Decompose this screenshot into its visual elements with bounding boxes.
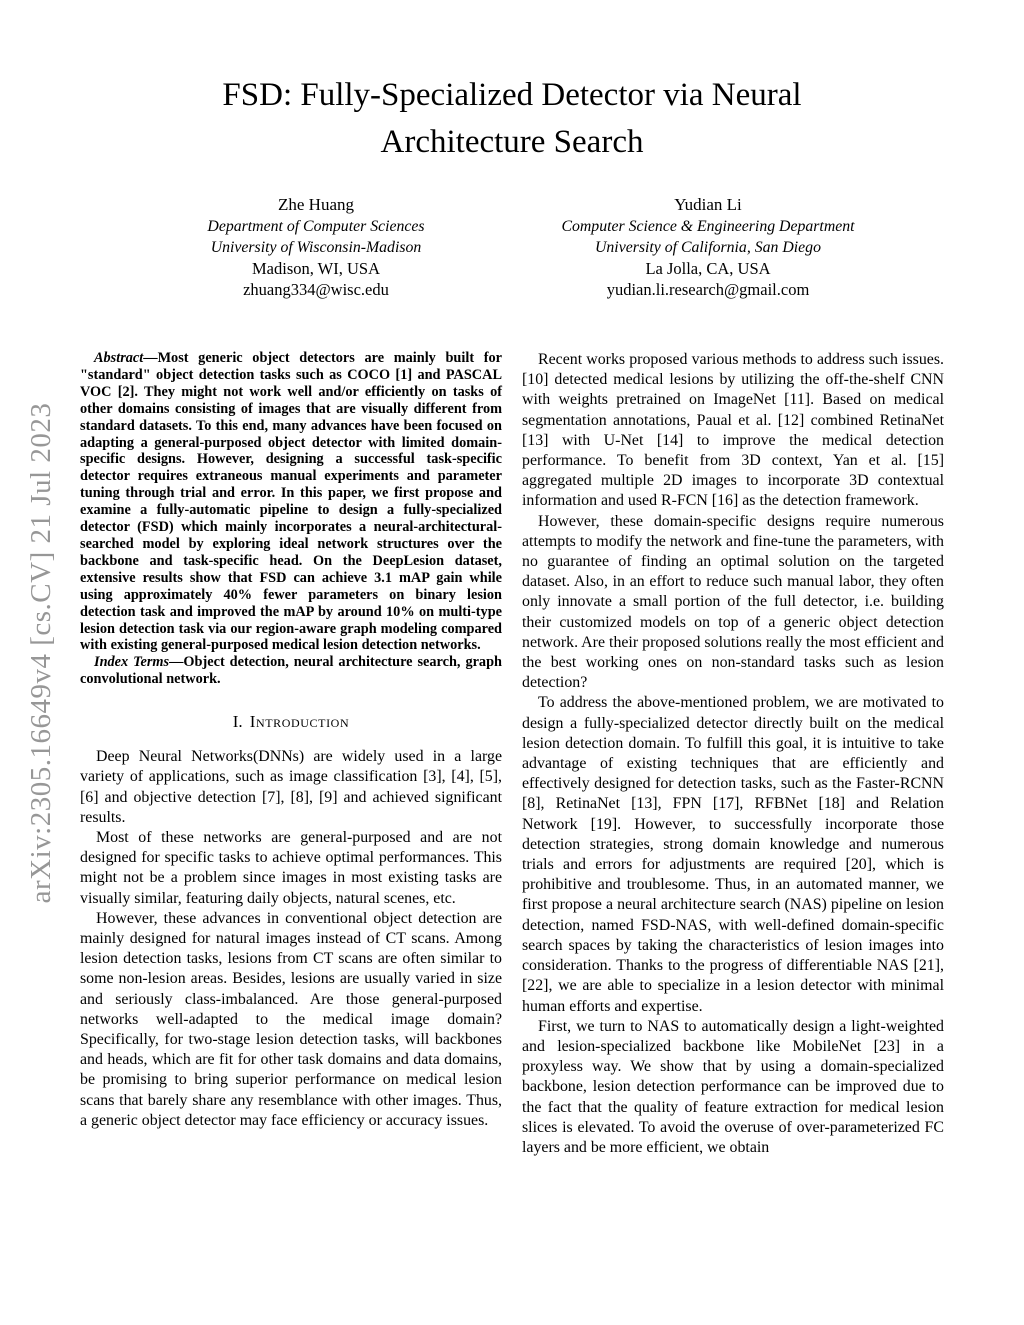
- index-terms-paragraph: [80, 654, 502, 688]
- index-terms-text: —Object detection, neural architecture search, graph convolutional network.: [80, 654, 502, 688]
- section-number: I.: [232, 712, 243, 732]
- body-paragraph: However, these domain-specific designs require numerous attempts to modify the network and fine-tune the parameters, with no guarantee of finding an optimal solution on the targeted dataset. Also, in an effort to reduce such manual labor, they often only innovate a small portion of the full detector, i.e. building their customized models on top of a generic object detection network. Are their proposed solutions really the most efficient and the best working ones on non-standard tasks such as lesion detection?: [522, 512, 944, 692]
- abstract-text: —Most generic object detectors are mainly built for "standard" object detection tasks such as COCO [1] and PASCAL VOC [2]. They might not work well and/or efficiently on tasks of other domains consisting of images that are visually different from standard datasets. To this end, many advances have been focused on adapting a general-purposed object detector with limited domain-specific designs. However, designing a successful task-specific detector requires extraneous manual experiments and parameter tuning through trial and error. In this paper, we first propose and examine a fully-automatic pipeline to design a fully-specialized detector (FSD) which mainly incorporates a neural-architectural-searched model by exploring ideal network structures over the backbone and task-specific head. On the DeepLesion dataset, extensive results show that FSD can achieve 3.1 mAP gain while using approximately 40% fewer parameters on binary lesion detection task and improved the mAP by around 10% on multi-type lesion detection task via our region-aware graph modeling compared with existing general-purposed medical lesion detection networks.: [80, 350, 502, 654]
- author-department: Department of Computer Sciences: [207, 218, 425, 235]
- body-paragraph: Most of these networks are general-purposed and are not designed for specific tasks to achieve optimal performances. This might not be a problem since images in most existing tasks are visually similar, featuring daily objects, natural scenes, etc.: [80, 828, 502, 907]
- author-name: Zhe Huang: [277, 195, 354, 214]
- author-block-1: [120, 194, 512, 300]
- arxiv-watermark: arXiv:2305.16649v4 [cs.CV] 21 Jul 2023: [25, 402, 57, 904]
- author-block-2: [512, 194, 904, 300]
- author-location: Madison, WI, USA: [251, 259, 381, 278]
- authors-row: [120, 194, 904, 300]
- author-department: Computer Science & Engineering Department: [561, 218, 855, 235]
- section-title: Introduction: [249, 712, 350, 732]
- body-paragraph: Recent works proposed various methods to address such issues. [10] detected medical lesions by utilizing the off-the-shelf CNN with weights pretrained on ImageNet [11]. Based on medical segmentation annotations, Paual et al. [12] combined RetinaNet [13] with U-Net [14] to improve the medical detection performance. To benefit from 3D context, Yan et al. [15] aggregated multiple 2D images to incorporate 3D contextual information and used R-FCN [16] as the detection framework.: [522, 351, 944, 510]
- abstract-label: Abstract: [94, 350, 144, 366]
- body-paragraph: However, these advances in conventional object detection are mainly designed for natural images instead of CT scans. Among lesion detection tasks, lesions from CT scans are often similar to some non-lesion areas. Besides, lesions are usually varied in size and seriously class-imbalanced. Are those general-purposed networks well-adapted to the medical image domain? Specifically, for two-stage lesion detection tasks, will backbones and heads, which are fit for other task domains and data domains, be promising to bring superior performance on medical lesion scans that barely share any resemblance with other images. Thus, a generic object detector may face efficiency or accuracy issues.: [80, 909, 502, 1129]
- body-paragraph: To address the above-mentioned problem, we are motivated to design a fully-specialized detector directly built on the medical lesion detection domain. To fulfill this goal, it is intuitive to take advantage of existing techniques that are efficiently and effectively designed for detection tasks, such as the Faster-RCNN [8], RetinaNet [13], FPN [17], RFBNet [18] and Relation Network [19]. However, to successfully incorporate those detection strategies, strong domain knowledge and numerous trials and errors for adjustments are required [20], which is prohibitive and troublesome. Thus, in an automated manner, we first propose a neural architecture search (NAS) pipeline on lesion detection, named FSD-NAS, with well-defined domain-specific search spaces by taking the characteristics of lesion images into consideration. Thanks to the progress of differentiable NAS [21], [22], we are able to specialize in a lesion detector with minimal human efforts and expertise.: [522, 694, 944, 1015]
- right-column: [522, 350, 944, 1158]
- body-paragraph: First, we turn to NAS to automatically design a light-weighted and lesion-specialized backbone like MobileNet [23] in a proxyless way. We show that by using a domain-specialized backbone, lesion detection performance can be improved due to the fact that the quality of feature extraction for medical lesion slices is elevated. To avoid the overuse of over-parameterized FC layers and be more efficient, we obtain: [522, 1017, 944, 1156]
- paper-title: [0, 72, 1024, 166]
- author-university: University of Wisconsin-Madison: [210, 239, 422, 256]
- author-location: La Jolla, CA, USA: [645, 259, 771, 278]
- body-paragraph: Deep Neural Networks(DNNs) are widely used in a large variety of applications, such as image classification [3], [4], [5], [6] and objective detection [7], [8], [9] and achieved significant results.: [80, 748, 502, 826]
- abstract-paragraph: [80, 350, 502, 654]
- author-name: Yudian Li: [674, 195, 742, 214]
- two-column-body: [80, 350, 944, 1158]
- paper-title-line1: FSD: Fully-Specialized Detector via Neural: [222, 77, 802, 113]
- author-university: University of California, San Diego: [595, 239, 821, 256]
- author-email: yudian.li.research@gmail.com: [606, 280, 810, 299]
- paper-title-line2: Architecture Search: [380, 124, 644, 160]
- left-column: [80, 350, 502, 1158]
- section-heading-introduction: [80, 712, 502, 732]
- index-terms-label: Index Terms: [94, 654, 170, 671]
- author-email: zhuang334@wisc.edu: [243, 280, 389, 299]
